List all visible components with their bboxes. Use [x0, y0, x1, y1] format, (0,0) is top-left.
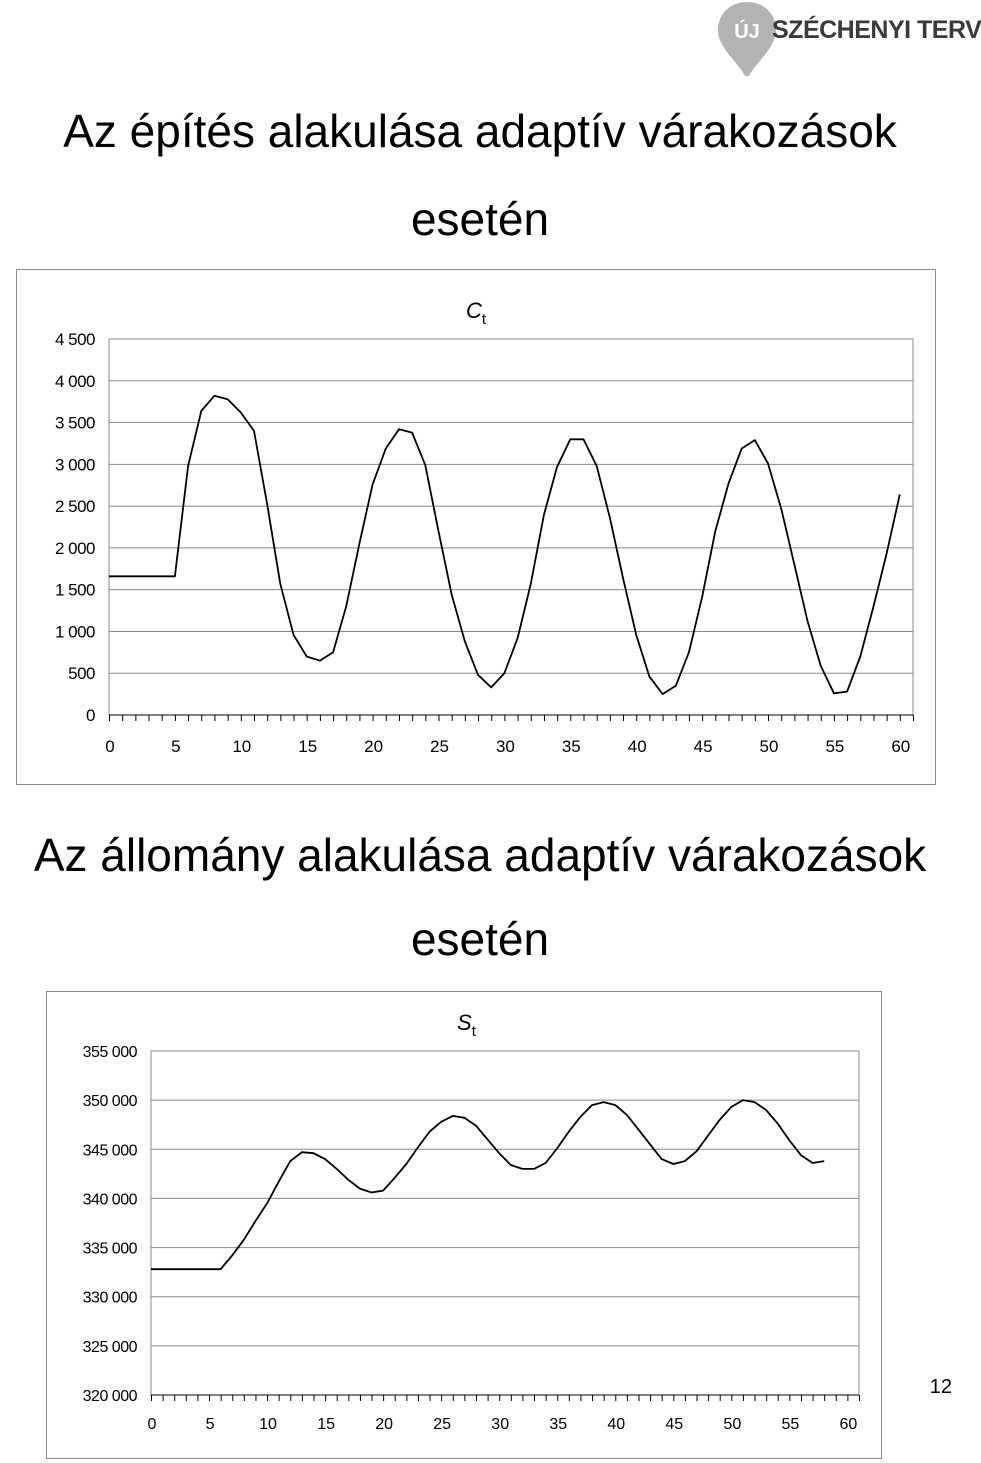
chart2-y-tick-label: 345 000	[82, 1142, 137, 1160]
chart1-x-tick-label: 40	[627, 737, 647, 756]
chart1-x-tick-label: 35	[561, 737, 581, 756]
chart1-x-tick-label: 0	[105, 737, 115, 756]
chart2-y-tick-label: 350 000	[82, 1093, 137, 1111]
chart2-x-tick-label: 35	[549, 1416, 568, 1433]
chart1-x-tick-label: 10	[232, 737, 252, 756]
chart2-y-tick-label: 330 000	[82, 1289, 137, 1307]
szechenyi-terv-logo	[708, 0, 981, 78]
chart1-x-tick-label: 5	[171, 737, 181, 756]
chart2-x-tick-label: 25	[433, 1416, 452, 1433]
chart1-y-tick-label: 0	[86, 706, 95, 725]
chart1-y-tick-label: 1 000	[54, 622, 95, 642]
chart2-x-tick-label: 40	[607, 1416, 626, 1433]
chart2-x-tick-label: 5	[205, 1416, 215, 1433]
chart1-plot-area	[109, 339, 913, 715]
chart2-y-tick-label: 340 000	[82, 1191, 137, 1209]
stock-chart-svg	[47, 992, 881, 1458]
chart1-heading-line1: Az építés alakulása adaptív várakozások	[63, 105, 897, 157]
chart1-y-tick-label: 3 500	[54, 413, 95, 433]
chart1-x-tick-label: 20	[364, 737, 384, 756]
chart2-x-tick-label: 55	[781, 1416, 800, 1433]
chart1-y-tick-label: 3 000	[54, 455, 95, 475]
page-number: 12	[929, 1376, 952, 1398]
stock-chart	[46, 991, 882, 1459]
chart2-x-tick-label: 45	[665, 1416, 684, 1433]
logo-pin-text: ÚJ	[734, 21, 760, 43]
chart2-y-tick-label: 355 000	[82, 1044, 137, 1061]
chart2-heading-line1: Az állomány alakulása adaptív várakozások	[33, 829, 927, 881]
chart1-x-tick-label: 45	[693, 737, 713, 756]
chart2-heading-line2: esetén	[410, 913, 550, 965]
chart2-y-tick-label: 320 000	[82, 1388, 137, 1405]
chart1-x-tick-label: 60	[891, 737, 911, 756]
chart1-y-tick-label: 4 000	[54, 371, 95, 391]
chart2-y-tick-label: 325 000	[82, 1338, 137, 1356]
chart2-x-tick-label: 0	[147, 1416, 157, 1433]
construction-chart	[16, 269, 936, 785]
chart1-x-tick-label: 50	[759, 737, 779, 756]
chart1-x-tick-label: 30	[495, 737, 515, 756]
chart1-y-tick-label: 2 500	[54, 497, 95, 517]
chart2-title: $S_t$	[457, 1010, 476, 1040]
chart2-y-tick-label: 335 000	[82, 1240, 137, 1258]
chart2-x-tick-label: 10	[259, 1416, 277, 1433]
chart1-x-tick-label: 15	[298, 737, 318, 756]
chart1-x-tick-label: 55	[825, 737, 845, 756]
chart1-y-tick-label: 500	[68, 664, 95, 684]
chart1-y-tick-label: 2 000	[54, 538, 95, 558]
chart1-heading-line2: esetén	[410, 193, 550, 245]
map-pin-logo-icon	[714, 0, 780, 78]
logo-brand-text: SZÉCHENYI TERV	[772, 16, 981, 44]
chart2-x-tick-label: 50	[723, 1416, 742, 1433]
chart1-y-tick-label: 1 500	[54, 580, 95, 600]
chart2-x-tick-label: 30	[491, 1416, 510, 1433]
chart2-x-tick-label: 15	[317, 1416, 335, 1433]
chart1-x-tick-label: 25	[430, 737, 449, 756]
chart1-title: $C_t$	[466, 298, 487, 328]
chart2-x-tick-label: 60	[839, 1416, 858, 1433]
construction-chart-svg	[17, 270, 935, 784]
chart1-y-tick-label: 4 500	[54, 330, 95, 349]
chart2-x-tick-label: 20	[375, 1416, 394, 1433]
